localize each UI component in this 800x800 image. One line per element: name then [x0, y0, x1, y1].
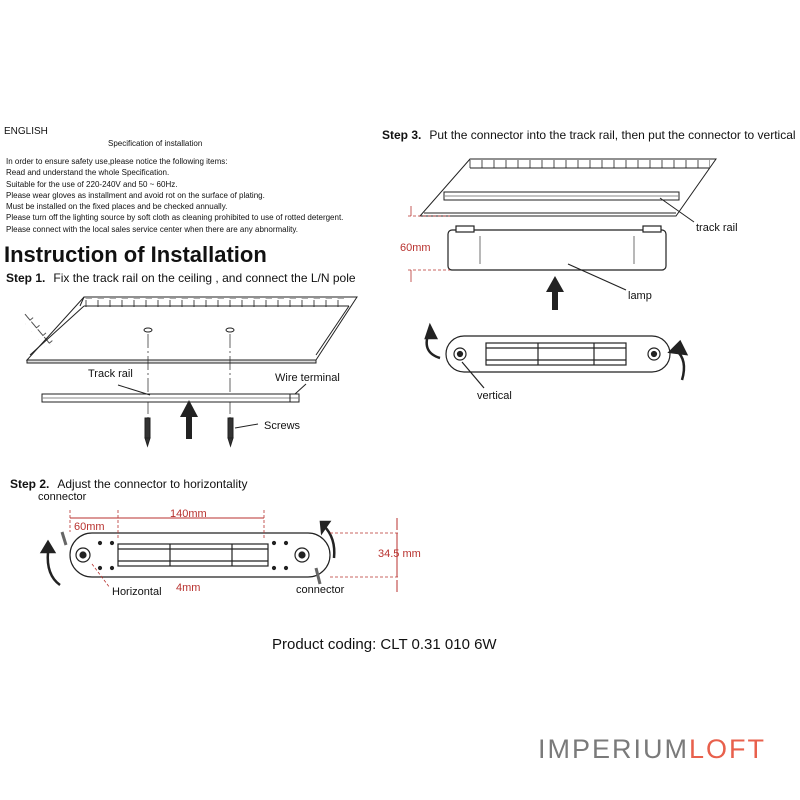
step3-text: Put the connector into the track rail, then put the connector to vertical: [429, 128, 796, 142]
step2-text: Adjust the connector to horizontality: [57, 477, 248, 491]
brand-part1: IMPERIUM: [538, 734, 689, 764]
step1-track-rail: [42, 384, 306, 402]
spec-line: Must be installed on the fixed places and be checked annually.: [6, 202, 228, 212]
brand-logo: [538, 734, 766, 765]
step3-ceiling-diagram: [420, 159, 716, 222]
page-title: Instruction of Installation: [4, 242, 267, 267]
product-coding: Product coding: CLT 0.31 010 6W: [272, 636, 497, 653]
step3-track-rail-label: track rail: [696, 222, 738, 234]
step2-dim-60mm: 60mm: [74, 521, 105, 533]
up-arrow-icon: [180, 400, 198, 439]
up-arrow-icon: [546, 276, 564, 310]
step2-dim-34-5mm: 34.5 mm: [378, 548, 421, 560]
spec-line: Please connect with the local sales service center when there are any abnormality.: [6, 224, 299, 234]
spec-line: Please turn off the lighting source by soft cloth as cleaning prohibited to use of rotted detergent.: [6, 213, 344, 223]
spec-line: In order to ensure safety use,please notice the following items:: [6, 157, 228, 166]
spec-line: Read and understand the whole Specification.: [6, 168, 170, 178]
step2-rail-diagram: [62, 532, 330, 584]
step1-track-rail-label: Track rail: [88, 368, 133, 380]
step1-label: Step 1.: [6, 271, 46, 285]
step3-dim-60mm: 60mm: [400, 242, 431, 254]
language-label: ENGLISH: [4, 126, 48, 137]
step1-text: Fix the track rail on the ceiling , and connect the L/N pole: [53, 271, 356, 285]
step2-label: Step 2.: [10, 477, 50, 491]
step3-vertical-diagram: [446, 336, 670, 388]
step3-lamp-label: lamp: [628, 290, 652, 302]
step2-dim-4mm: 4mm: [176, 582, 201, 594]
step2-connector-right-label: connector: [296, 584, 345, 596]
step2-connector-label: connector: [38, 491, 87, 503]
step3-label: Step 3.: [382, 128, 422, 142]
step2-dim-140mm: 140mm: [170, 508, 207, 520]
spec-line: Suitable for the use of 220-240V and 50 ~ 60Hz.: [6, 179, 178, 189]
brand-part2: LOFT: [689, 734, 767, 764]
step2-horizontal-label: Horizontal: [112, 586, 162, 598]
spec-title: Specification of installation: [108, 139, 203, 148]
step1-wire-terminal-label: Wire terminal: [275, 372, 340, 384]
spec-line: Please wear gloves as installment and avoid rot on the surface of plating.: [6, 190, 265, 200]
step1-screws-label: Screws: [264, 420, 301, 432]
step1-screws: [145, 418, 258, 446]
step3-vertical-label: vertical: [477, 390, 512, 402]
